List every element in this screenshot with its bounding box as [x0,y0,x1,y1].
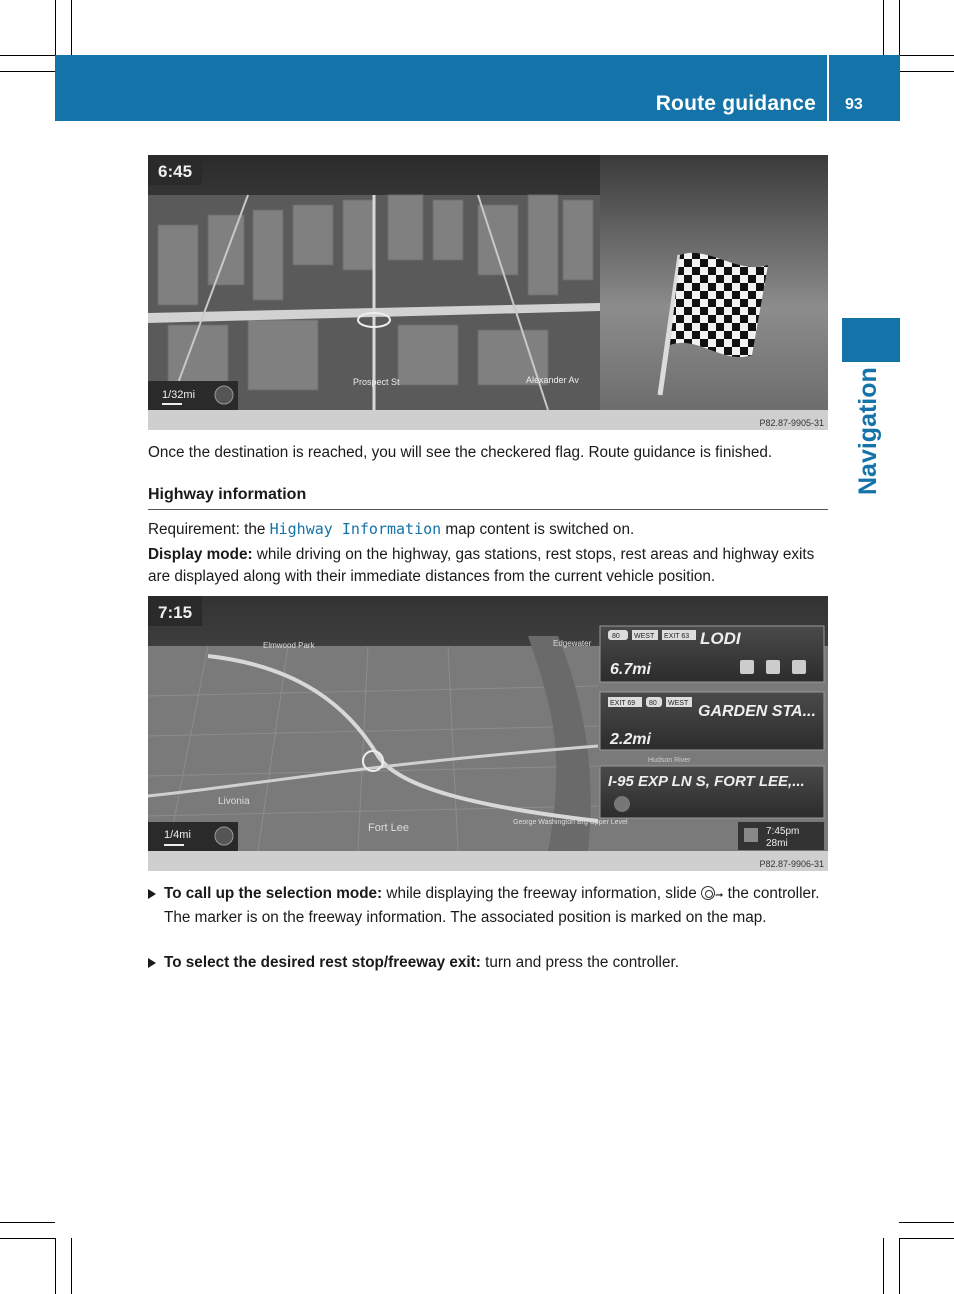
crop-mark [899,71,954,72]
map-label: Fort Lee [368,822,409,834]
section-rule [148,509,828,510]
chapter-title: Route guidance [655,92,816,115]
map-scale: 1/32mi [162,389,196,401]
map-label: Livonia [218,796,250,807]
figure-code: P82.87-9905-31 [759,418,824,428]
section-tab-label: Navigation [854,367,882,495]
clock-time: 7:15 [158,603,193,622]
direction-tag: WEST [668,700,689,707]
route-shield: 80 [649,700,657,707]
crop-mark [55,1238,56,1294]
nav-screen-highway [148,596,828,851]
restaurant-icon [766,660,780,674]
exit-distance: 6.7mi [610,661,651,678]
crop-mark [0,71,55,72]
service-icon [792,660,806,674]
step-arrow-icon [148,958,156,968]
step-label: To select the desired rest stop/freeway exit: [164,954,481,971]
requirement-suffix: map content is switched on. [441,521,635,538]
street-label-left: Prospect St [353,377,400,387]
exit-name: LODI [700,629,741,648]
figure-code: P82.87-9906-31 [759,859,824,869]
current-route-panel [600,766,824,818]
crop-mark [899,1238,954,1239]
crop-mark [71,0,72,55]
eta-panel [738,822,824,850]
display-mode-text: while driving on the highway, gas stations, rest stops, rest areas and highway exits are displayed along with their immediate distances from the current vehicle position. [148,546,815,585]
paragraph-display-mode [148,544,830,588]
exit-tag: EXIT 63 [664,633,690,640]
display-mode-label: Display mode: [148,546,253,563]
exit-tag: EXIT 69 [610,700,636,707]
figure-destination-reached [148,155,828,430]
header-divider [827,55,829,121]
eta-time: 7:45pm [766,826,800,837]
page-header [55,55,900,121]
crop-mark [899,55,954,56]
crop-mark [0,1222,55,1223]
direction-tag: WEST [634,633,655,640]
instruction-step-1 [148,883,828,929]
map-label: Hudson River [648,757,691,764]
paragraph-destination: Once the destination is reached, you will see the checkered flag. Route guidance is finished. [148,444,773,461]
crop-mark [883,1238,884,1294]
crop-mark [0,55,55,56]
section-tab-marker [842,318,900,362]
page-number: 93 [845,96,863,113]
route-icon [614,796,630,812]
eta-distance: 28mi [766,838,788,849]
step-label: To call up the selection mode: [164,885,383,902]
crop-mark [899,0,900,55]
exit-distance: 2.2mi [610,731,651,748]
exit-name: GARDEN STA... [698,703,816,720]
clock-time: 6:45 [158,162,193,181]
map-label: Edgewater [553,639,592,648]
crop-mark [883,0,884,55]
step-arrow-icon [148,889,156,899]
requirement-prefix: Requirement: the [148,521,270,538]
section-heading: Highway information [148,486,307,503]
figure-highway-info [148,596,828,871]
route-shield: 80 [612,633,620,640]
compass-icon [215,827,233,845]
step-note: The marker is on the freeway information. The associated position is marked on the map. [164,909,767,926]
fuel-icon [740,660,754,674]
destination-flag-icon [744,828,758,842]
map-label: Elmwood Park [263,641,315,650]
nav-screen-destination [148,155,828,410]
instruction-step-2 [148,952,828,974]
crop-mark [0,1238,55,1239]
highway-exit-panel-1[interactable] [600,626,824,682]
crop-mark [899,1238,900,1294]
crop-mark [899,1222,954,1223]
map-label: George Washington Brg Upper Level [513,819,628,826]
map-scale: 1/4mi [164,829,191,841]
highway-information-link[interactable]: Highway Information [269,520,442,538]
step-text: turn and press the controller. [480,954,679,971]
crop-mark [55,0,56,55]
paragraph-requirement [148,518,830,541]
slide-arrow-icon: ➞ [715,890,724,901]
step-text: while displaying the freeway information, slide [382,885,702,902]
compass-icon [215,386,233,404]
street-label-right: Alexander Av [526,375,579,385]
controller-icon [701,886,715,900]
crop-mark [71,1238,72,1294]
step-text: the controller. [723,885,820,902]
route-name: I-95 EXP LN S, FORT LEE,... [608,773,805,790]
